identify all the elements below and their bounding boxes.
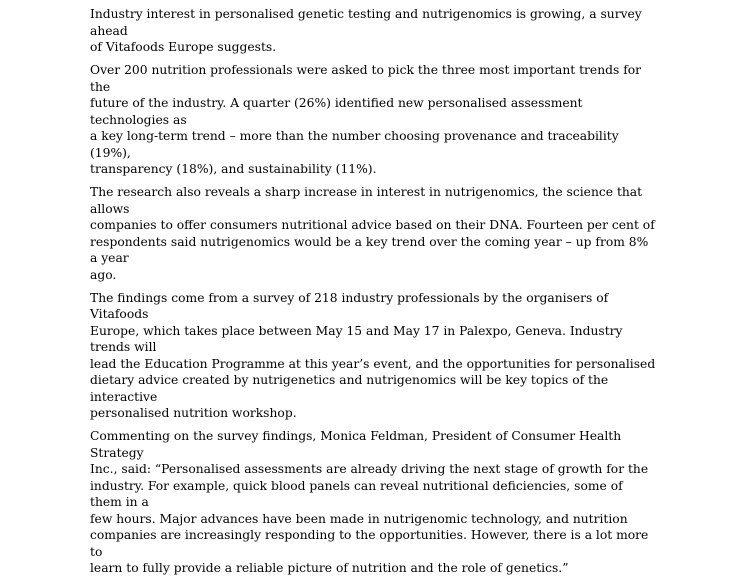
paragraph-intro: Industry interest in personalised genetic testing and nutrigenomics is growing, a survey ahead of Vitafoods Europe suggests. [90,7,642,54]
document-body [90,6,658,583]
paragraph-quote: Commenting on the survey findings, Monica Feldman, President of Consumer Health Strategy Inc., said: “Personalised assessments are already driving the next stage of growth for the industry. For example, quick blood panels can reveal nutritional deficiencies, some of them in a few hours. Major advances have been made in nutrigenomic technology, and nutrition companies are increasingly responding to the opportunities. However, there is a lot more to learn to fully provide a reliable picture of nutrition and the role of genetics.” [90,429,649,575]
paragraph-survey-trends: Over 200 nutrition professionals were asked to pick the three most important trends for the future of the industry. A quarter (26%) identified new personalised assessment technologies as a key long-term trend – more than the number choosing provenance and traceability (19%), transparency (18%), and sustainability (11%). [90,63,642,176]
paragraph-findings-source: The findings come from a survey of 218 industry professionals by the organisers of Vitafoods Europe, which takes place between May 15 and May 17 in Palexpo, Geneva. Industry trends will lead the Education Programme at this year’s event, and the opportunities for personalised dietary advice created by nutrigenetics and nutrigenomics will be key topics of the interactive personalised nutrition workshop. [90,290,656,420]
paragraph-nutrigenomics-interest: The research also reveals a sharp increase in interest in nutrigenomics, the science that allows companies to offer consumers nutritional advice based on their DNA. Fourteen per cent of respondents said nutrigenomics would be a key trend over the coming year – up from 8% a year ago. [90,185,655,282]
